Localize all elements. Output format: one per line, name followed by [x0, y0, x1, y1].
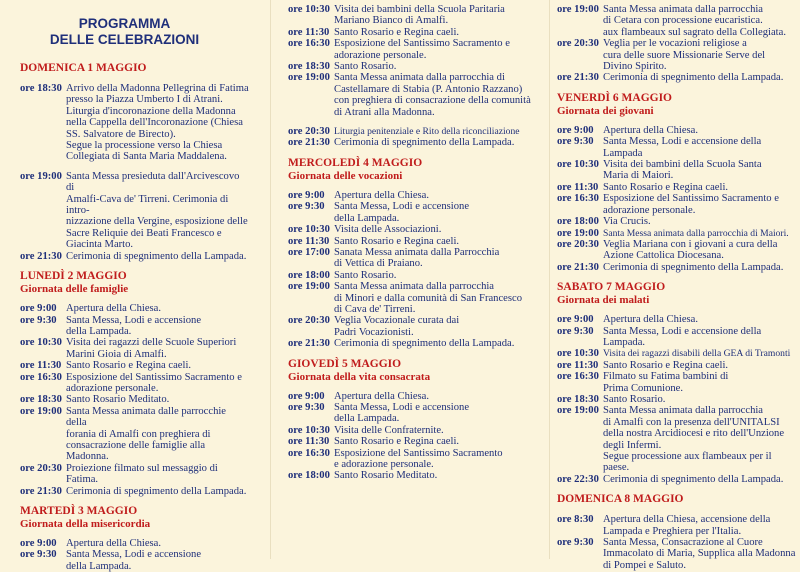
day-section	[288, 358, 542, 482]
day-section	[557, 493, 798, 571]
event-time: ore 10:30	[288, 424, 330, 436]
event-row	[557, 38, 798, 72]
day-section	[20, 505, 249, 572]
event-time: ore 20:30	[557, 38, 599, 50]
day-subtitle: Giornata dei giovani	[557, 104, 654, 117]
event-time: ore 10:30	[557, 348, 599, 360]
event-row	[557, 371, 798, 394]
event-description: Visita dei bambini della Scuola Paritaria Mariano Bianco di Amalfi.	[334, 4, 505, 27]
day-title: DOMENICA 8 MAGGIO	[557, 493, 684, 506]
event-row	[288, 436, 542, 447]
event-time: ore 11:30	[288, 436, 330, 448]
event-time: ore 9:00	[20, 538, 57, 549]
event-time: ore 16:30	[20, 371, 62, 383]
event-description: Apertura della Chiesa.	[603, 314, 699, 326]
event-time: ore 18:30	[288, 61, 330, 73]
event-time: ore 10:30	[288, 4, 330, 15]
event-time: ore 9:30	[557, 136, 594, 148]
event-time: ore 16:30	[288, 38, 330, 50]
event-row	[557, 72, 798, 83]
event-row	[288, 126, 542, 137]
day-section	[288, 157, 542, 350]
event-description: Santa Messa animata dalla parrocchia di Castellamare di Stabia (P. Antonio Razzano) con preghiera di consacrazione della comunità di Atrani alla Madonna.	[334, 72, 531, 118]
day-section	[557, 92, 798, 273]
event-time: ore 9:30	[20, 549, 57, 561]
event-row	[20, 360, 249, 371]
event-description: Santo Rosario.	[603, 393, 666, 405]
event-description: Proiezione filmato sul messaggio di Fatima.	[66, 462, 218, 486]
event-description: Filmato su Fatima bambini di Prima Comunione.	[603, 371, 729, 394]
event-time: ore 21:30	[557, 261, 599, 273]
event-description: Santo Rosario e Regina caeli.	[334, 436, 460, 448]
event-description: Esposizione del Santissimo Sacramento e adorazione personale.	[334, 447, 503, 470]
program-column-1	[0, 0, 255, 572]
event-description: Santo Rosario e Regina caeli.	[603, 359, 729, 371]
day-title: MERCOLEDÌ 4 MAGGIO	[288, 156, 423, 169]
event-time: ore 20:30	[288, 126, 330, 138]
day-title: MARTEDÌ 3 MAGGIO	[20, 505, 138, 517]
event-time: ore 10:30	[288, 224, 330, 236]
event-description: Santo Rosario.	[334, 61, 397, 73]
event-row	[20, 251, 249, 262]
event-row	[557, 405, 798, 473]
day-subtitle: Giornata della vita consacrata	[288, 370, 431, 383]
event-row	[20, 406, 249, 463]
day-section	[288, 4, 542, 149]
event-description: Cerimonia di spegnimento della Lampada.	[334, 338, 515, 350]
event-time: ore 19:00	[20, 170, 62, 182]
day-section	[20, 270, 249, 497]
event-row	[20, 549, 249, 572]
event-description: Santa Messa animata dalla parrocchia di Amalfi con la presenza dell'UNITALSI della nostra Arcidiocesi e rito dell'Unzione degli Infermi. Segue processione aux flambeaux per il paese.	[603, 405, 785, 474]
event-description: Apertura della Chiesa, accensione della Lampada e Preghiera per l'Italia.	[603, 514, 771, 537]
event-row	[557, 136, 798, 159]
event-row	[20, 171, 249, 251]
event-time: ore 18:00	[288, 470, 330, 482]
event-description: Santa Messa, Lodi e accensione della Lampada.	[66, 314, 202, 337]
event-row	[557, 182, 798, 193]
event-description: Visita delle Associazioni.	[334, 224, 442, 236]
event-time: ore 8:30	[557, 514, 594, 526]
event-description: Santa Messa animata dalla parrocchia di Maiori.	[603, 227, 789, 239]
event-row	[557, 193, 798, 216]
event-row	[288, 448, 542, 471]
event-time: ore 21:30	[557, 72, 599, 84]
event-description: Veglia per le vocazioni religiose a cura delle suore Missionarie Serve del Divino Spirito.	[603, 38, 766, 73]
event-description: Cerimonia di spegnimento della Lampada.	[603, 72, 784, 84]
event-description: Visita dei bambini della Scuola Santa Maria di Maiori.	[603, 159, 762, 182]
event-description: Liturgia penitenziale e Rito della riconciliazione	[334, 126, 520, 138]
event-description: Veglia Vocazionale curata dai Padri Vocazionisti.	[334, 315, 460, 338]
day-section	[557, 4, 798, 84]
event-row	[20, 394, 249, 405]
event-description: Santo Rosario e Regina caeli.	[334, 235, 460, 247]
event-row	[557, 216, 798, 227]
event-row	[288, 137, 542, 148]
event-description: Esposizione del Santissimo Sacramento e adorazione personale.	[66, 371, 242, 394]
event-description: Santa Messa animata dalle parrocchie della forania di Amalfi con preghiera di consacrazione delle famiglie alla Madonna.	[66, 405, 227, 463]
event-time: ore 18:00	[288, 269, 330, 281]
event-time: ore 19:00	[557, 227, 599, 239]
event-time: ore 11:30	[557, 181, 599, 193]
event-description: Santo Rosario e Regina caeli.	[334, 26, 460, 38]
event-description: Santa Messa, Lodi e accensione della Lampada	[603, 136, 762, 159]
day-title: VENERDÌ 6 MAGGIO	[557, 91, 673, 104]
event-time: ore 20:30	[557, 238, 599, 250]
event-description: Via Crucis.	[603, 216, 651, 228]
day-title: DOMENICA 1 MAGGIO	[20, 62, 147, 74]
event-row	[288, 270, 542, 281]
event-row	[288, 247, 542, 270]
event-description: Santa Messa, Consacrazione al Cuore Immacolato di Maria, Supplica alla Madonna di Pompei e Saluto.	[603, 537, 796, 571]
event-row	[557, 537, 798, 571]
event-row	[288, 190, 542, 201]
day-section	[20, 62, 249, 262]
event-row	[557, 326, 798, 349]
event-description: Visita delle Confraternite.	[334, 424, 444, 436]
event-time: ore 10:30	[557, 159, 599, 171]
event-row	[557, 228, 798, 239]
event-time: ore 11:30	[557, 359, 599, 371]
event-row	[20, 303, 249, 314]
event-row	[557, 262, 798, 273]
event-row	[557, 314, 798, 325]
event-description: Sanata Messa animata dalla Parrocchia di Vettica di Praiano.	[334, 246, 500, 270]
event-description: Esposizione del Santissimo Sacramento e adorazione personale.	[603, 193, 779, 216]
event-row	[288, 61, 542, 72]
day-subtitle: Giornata della misericordia	[20, 518, 151, 530]
event-description: Visita dei ragazzi disabili della GEA di Tramonti	[603, 348, 791, 360]
event-row	[288, 338, 542, 349]
event-time: ore 9:30	[557, 537, 594, 549]
event-description: Cerimonia di spegnimento della Lampada.	[334, 137, 515, 149]
event-description: Santo Rosario e Regina caeli.	[66, 360, 192, 372]
event-row	[557, 360, 798, 371]
event-description: Arrivo della Madonna Pellegrina di Fatima presso la Piazza Umberto I di Atrani. Liturgia d'incoronazione della Madonna nella Cappella dell'Incoronazione (Chiesa SS. Salvatore de Birecto). Segue la processione verso la Chiesa Collegiata di Santa Maria Maddalena.	[66, 83, 249, 163]
fold-line-1	[270, 0, 271, 559]
program-title-line2: DELLE CELEBRAZIONI	[49, 32, 200, 47]
event-time: ore 9:30	[557, 325, 594, 337]
event-row	[557, 514, 798, 537]
event-time: ore 9:30	[288, 401, 325, 413]
event-time: ore 9:30	[20, 314, 57, 326]
event-time: ore 19:00	[557, 4, 599, 15]
day-title: GIOVEDÌ 5 MAGGIO	[288, 357, 402, 370]
event-time: ore 9:00	[20, 303, 57, 315]
event-time: ore 18:30	[557, 393, 599, 405]
event-description: Cerimonia di spegnimento della Lampada.	[66, 250, 247, 262]
event-row	[557, 4, 798, 38]
day-subtitle: Giornata delle famiglie	[20, 283, 129, 296]
event-description: Apertura della Chiesa.	[66, 538, 162, 549]
day-subtitle: Giornata delle vocazioni	[288, 169, 403, 182]
event-description: Santa Messa, Lodi e accensione della Lampada.	[334, 401, 470, 425]
event-time: ore 17:00	[288, 246, 330, 258]
day-subtitle: Giornata dei malati	[557, 294, 650, 307]
fold-line-2	[549, 0, 550, 559]
event-row	[557, 239, 798, 262]
event-description: Santo Rosario.	[334, 269, 397, 281]
event-description: Cerimonia di spegnimento della Lampada.	[603, 473, 784, 485]
event-time: ore 11:30	[288, 26, 330, 38]
event-description: Santa Messa, Lodi e accensione della Lampada.	[603, 325, 762, 348]
event-row	[288, 391, 542, 402]
event-description: Cerimonia di spegnimento della Lampada.	[603, 261, 784, 273]
event-row	[288, 201, 542, 224]
event-time: ore 11:30	[288, 235, 330, 247]
event-row	[288, 236, 542, 247]
event-time: ore 11:30	[20, 360, 62, 372]
event-row	[288, 27, 542, 38]
event-description: Santa Messa animata dalla parrocchia di Minori e dalla comunità di San Francesco di Cava de' Tirreni.	[334, 281, 522, 315]
day-title: SABATO 7 MAGGIO	[557, 281, 666, 294]
event-time: ore 19:00	[557, 405, 599, 417]
event-row	[20, 315, 249, 338]
event-row	[557, 159, 798, 182]
program-title-line1: PROGRAMMA	[78, 16, 171, 31]
day-title: LUNEDÌ 2 MAGGIO	[20, 270, 127, 283]
event-description: Apertura della Chiesa.	[334, 189, 430, 201]
program-title	[20, 16, 249, 48]
event-description: Santa Messa animata dalla parrocchia di Cetara con processione eucaristica. aux flambeaux sul sagrato della Collegiata.	[603, 4, 786, 38]
event-row	[288, 4, 542, 27]
event-description: Santa Messa presieduta dall'Arcivescovo di Amalfi-Cava de' Tirreni. Cerimonia di intro- nizzazione della Vergine, esposizione delle Sacre Reliquie dei Beati Francesco e Giacinta Marto.	[66, 170, 248, 251]
event-row	[557, 348, 798, 359]
event-description: Santa Messa, Lodi e accensione della Lampada.	[66, 549, 202, 572]
event-row	[288, 470, 542, 481]
event-row	[557, 474, 798, 485]
event-description: Santa Messa, Lodi e accensione della Lampada.	[334, 201, 470, 224]
event-row	[20, 463, 249, 486]
event-description: Santo Rosario Meditato.	[66, 394, 170, 406]
event-description: Apertura della Chiesa.	[334, 390, 430, 402]
event-time: ore 19:00	[288, 281, 330, 293]
day-section	[557, 281, 798, 485]
event-description: Veglia Mariana con i giovani a cura della Azione Cattolica Diocesana.	[603, 238, 778, 262]
event-time: ore 10:30	[20, 337, 62, 349]
event-time: ore 9:00	[288, 390, 325, 402]
event-time: ore 16:30	[288, 447, 330, 459]
program-column-2	[284, 0, 546, 559]
event-time: ore 21:30	[288, 338, 330, 350]
event-row	[288, 224, 542, 235]
event-time: ore 18:30	[20, 83, 62, 94]
event-description: Esposizione del Santissimo Sacramento e adorazione personale.	[334, 38, 510, 61]
event-time: ore 9:00	[557, 314, 594, 326]
event-time: ore 20:30	[20, 462, 62, 474]
event-time: ore 19:00	[20, 405, 62, 417]
event-description: Apertura della Chiesa.	[66, 303, 162, 315]
event-description: Santo Rosario Meditato.	[334, 470, 438, 482]
event-row	[288, 425, 542, 436]
program-column-3	[553, 0, 800, 571]
event-row	[557, 125, 798, 136]
event-row	[288, 38, 542, 61]
event-row	[20, 337, 249, 360]
event-time: ore 20:30	[288, 315, 330, 327]
event-description: Apertura della Chiesa.	[603, 124, 699, 136]
event-time: ore 21:30	[288, 137, 330, 149]
event-time: ore 9:30	[288, 201, 325, 213]
event-time: ore 18:30	[20, 394, 62, 406]
event-row	[288, 315, 542, 338]
event-row	[20, 83, 249, 163]
event-time: ore 9:00	[288, 189, 325, 201]
event-row	[20, 538, 249, 549]
event-time: ore 21:30	[20, 485, 62, 497]
event-time: ore 16:30	[557, 193, 599, 205]
event-description: Visita dei ragazzi delle Scuole Superiori Marini Gioia di Amalfi.	[66, 337, 237, 360]
event-row	[20, 486, 249, 497]
event-time: ore 18:00	[557, 216, 599, 228]
event-row	[288, 281, 542, 315]
event-time: ore 9:00	[557, 124, 594, 136]
event-row	[288, 402, 542, 425]
event-row	[557, 394, 798, 405]
event-time: ore 22:30	[557, 473, 599, 485]
event-time: ore 19:00	[288, 72, 330, 84]
event-row	[288, 72, 542, 118]
event-row	[20, 372, 249, 395]
event-time: ore 16:30	[557, 371, 599, 383]
event-description: Santo Rosario e Regina caeli.	[603, 181, 729, 193]
event-description: Cerimonia di spegnimento della Lampada.	[66, 485, 247, 497]
event-time: ore 21:30	[20, 250, 62, 262]
